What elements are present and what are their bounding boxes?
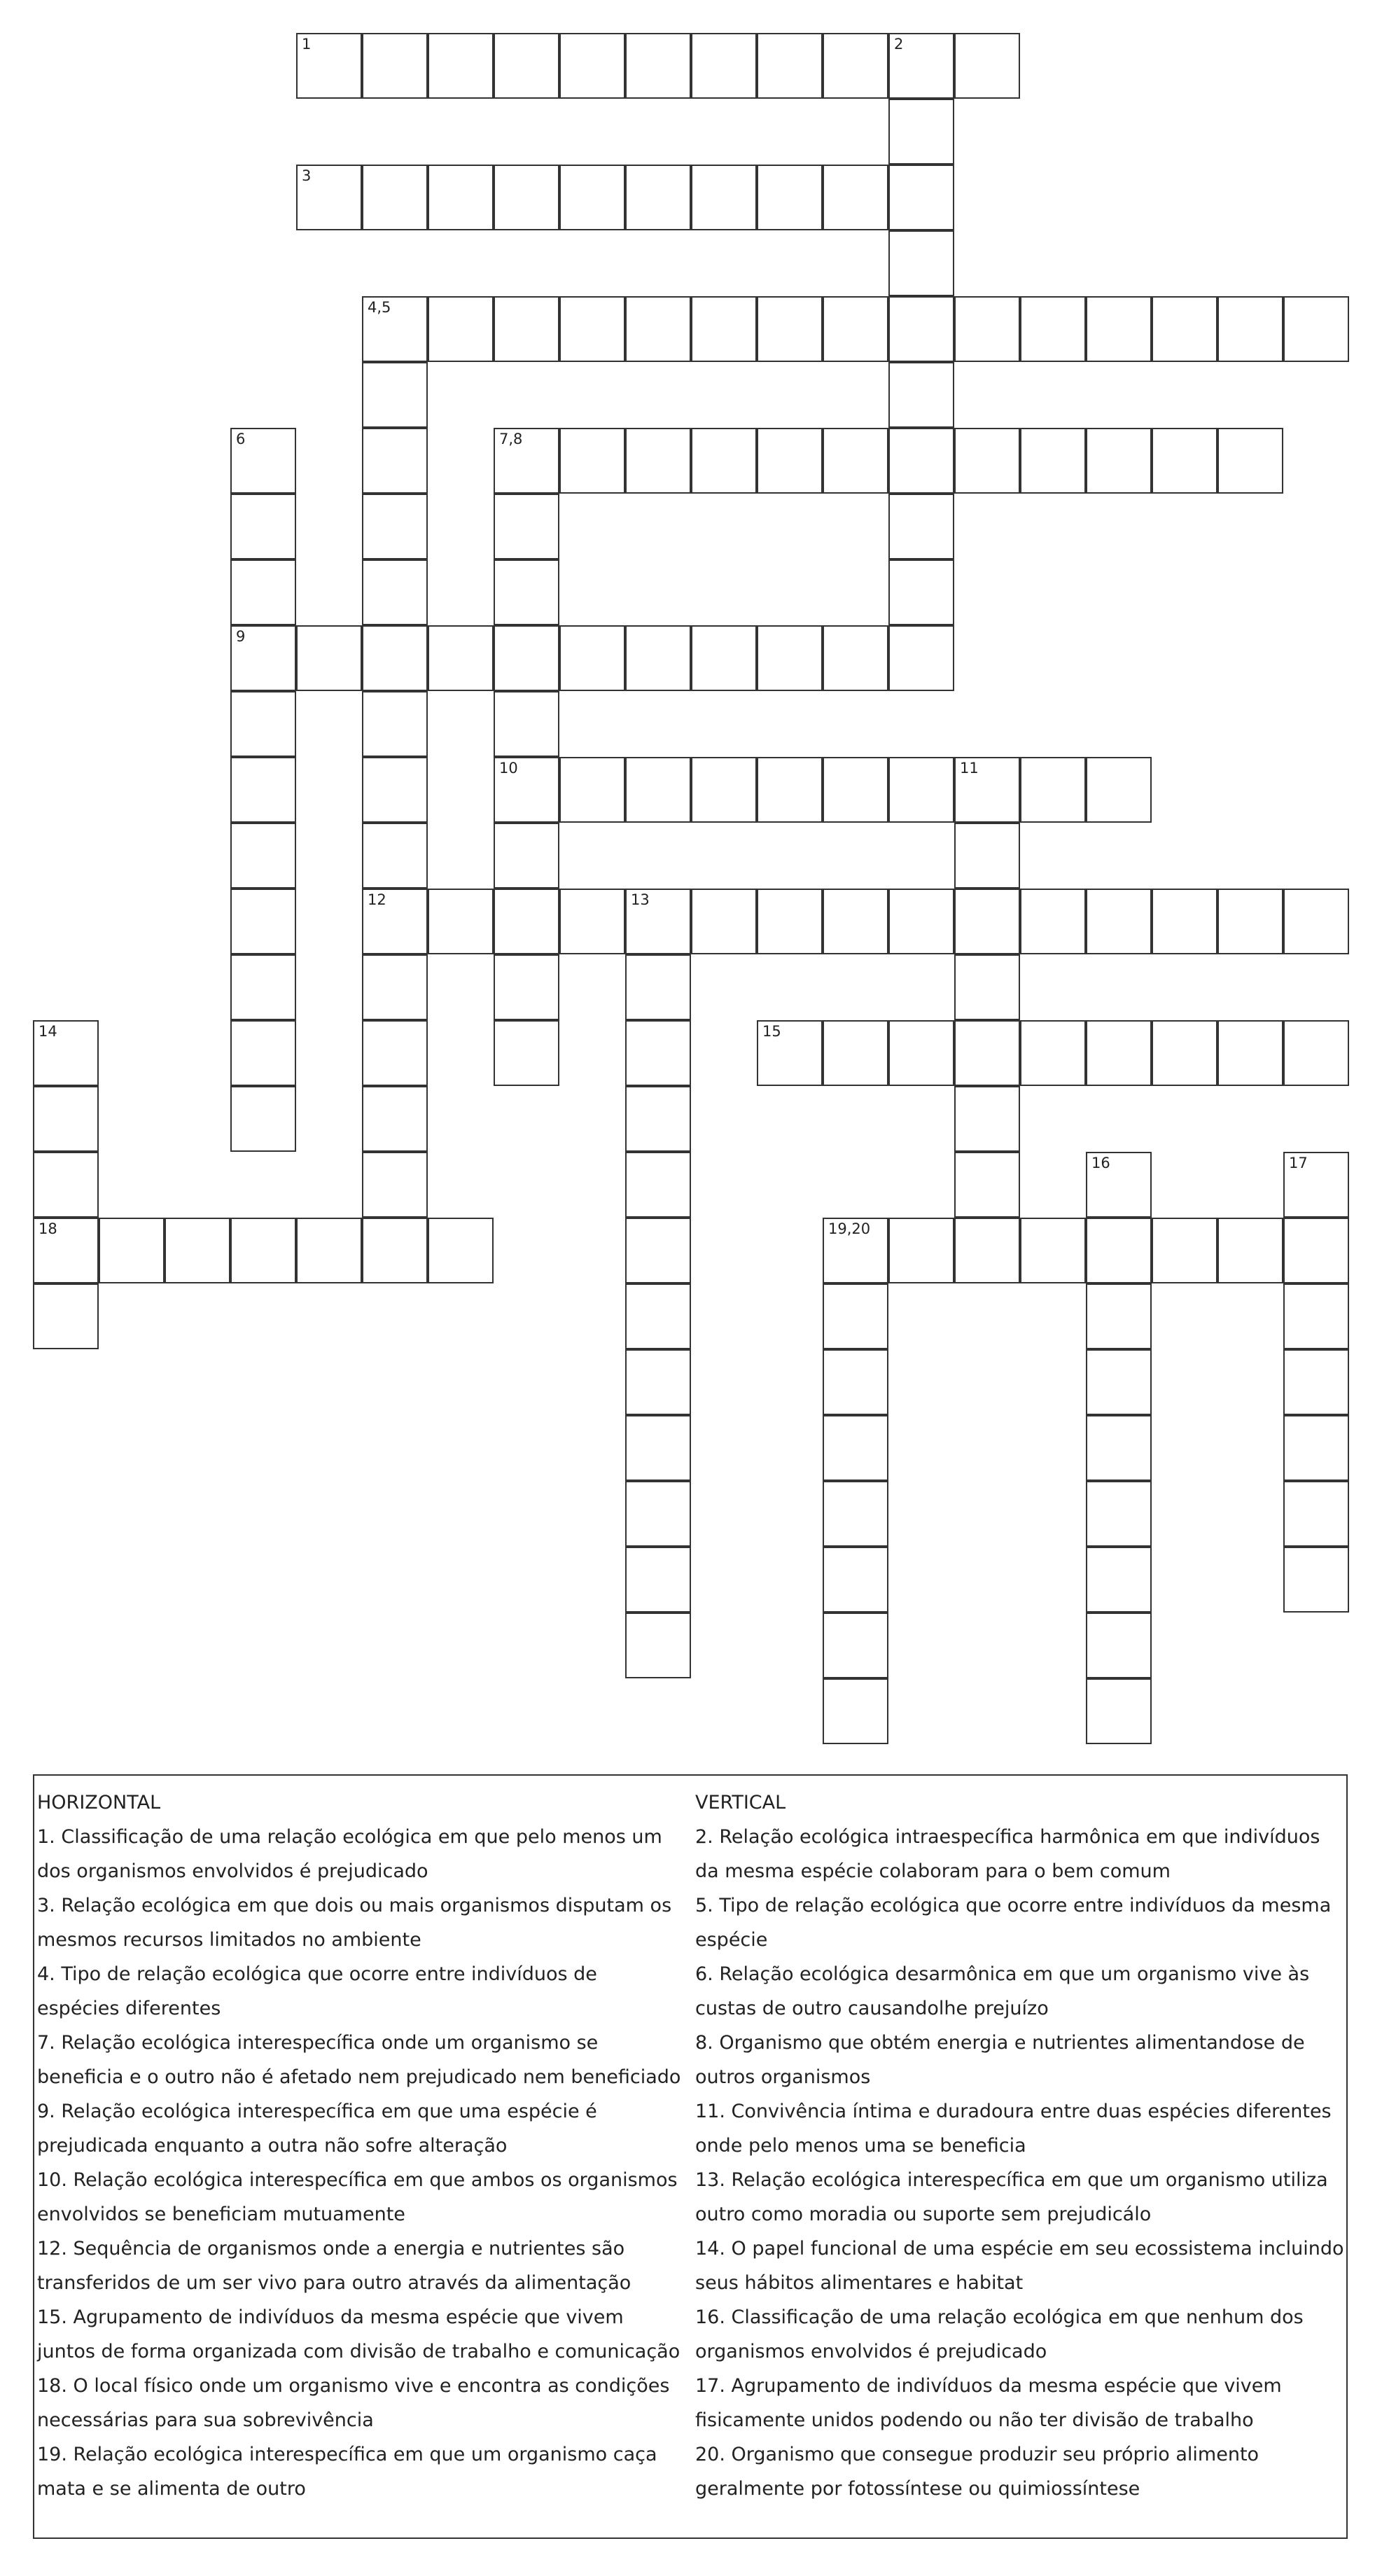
grid-cell[interactable] [691,757,757,823]
grid-cell[interactable] [888,99,954,165]
grid-cell[interactable] [559,33,625,99]
clue-v-11: 11. Convivência íntima e duradoura entre duas espécies diferentes onde pelo menos uma se beneficia [695,2101,1332,2157]
clue-number: 18 [39,1220,57,1237]
grid-cell[interactable] [230,889,296,954]
grid-cell[interactable] [823,1349,888,1415]
clue-h-3: 3. Relação ecológica em que dois ou mais organismos disputam os mesmos recursos limitados no ambiente [37,1895,672,1951]
clue-h-7: 7. Relação ecológica interespecífica onde um organismo se beneficia e o outro não é afetado nem prejudicado nem beneficiado [37,2032,681,2088]
grid-cell[interactable] [362,428,428,494]
grid-cell[interactable] [1086,889,1152,954]
clue-h-15: 15. Agrupamento de indivíduos da mesma espécie que vivem juntos de forma organizada com divisão de trabalho e comunicação [37,2306,680,2362]
grid-cell[interactable] [1152,1218,1217,1283]
grid-cell[interactable] [1283,1283,1349,1349]
clue-v-6: 6. Relação ecológica desarmônica em que um organismo vive às custas de outro causandolhe prejuízo [695,1963,1310,2019]
clue-v-5: 5. Tipo de relação ecológica que ocorre entre indivíduos da mesma espécie [695,1895,1332,1951]
grid-cell[interactable] [559,296,625,362]
grid-cell[interactable] [230,1218,296,1283]
grid-cell[interactable] [625,165,691,230]
grid-cell[interactable] [954,889,1020,954]
grid-cell[interactable] [1283,1415,1349,1481]
grid-cell[interactable] [888,889,954,954]
clue-number: 19,20 [828,1220,871,1237]
grid-cell[interactable] [1086,1283,1152,1349]
grid-cell[interactable] [757,889,823,954]
clue-v-16: 16. Classificação de uma relação ecológica em que nenhum dos organismos envolvidos é prejudicado [695,2306,1304,2362]
grid-cell[interactable] [296,165,362,230]
grid-cell[interactable] [691,165,757,230]
grid-cell[interactable] [888,494,954,559]
grid-cell[interactable] [954,1086,1020,1152]
clue-h-19: 19. Relação ecológica interespecífica em que um organismo caça mata e se alimenta de outro [37,2444,657,2500]
grid-cell[interactable] [954,954,1020,1020]
grid-cell[interactable] [362,1152,428,1218]
grid-cell[interactable] [888,33,954,99]
grid-cell[interactable] [1283,1349,1349,1415]
grid-cell[interactable] [230,1020,296,1086]
grid-cell[interactable] [165,1218,230,1283]
grid-cell[interactable] [954,296,1020,362]
clue-number: 12 [368,891,386,908]
grid-cell[interactable] [230,559,296,625]
grid-cell[interactable] [625,1613,691,1678]
grid-cell[interactable] [1152,889,1217,954]
grid-cell[interactable] [888,362,954,428]
clue-number: 16 [1091,1155,1110,1171]
grid-cell[interactable] [823,1481,888,1547]
clue-number: 7,8 [499,431,523,447]
grid-cell[interactable] [428,889,494,954]
clue-number: 14 [39,1023,57,1040]
grid-cell[interactable] [1217,889,1283,954]
grid-cell[interactable] [1086,1613,1152,1678]
grid-cell[interactable] [362,165,428,230]
grid-cell[interactable] [823,1283,888,1349]
grid-cell[interactable] [1217,1020,1283,1086]
grid-cell[interactable] [1086,428,1152,494]
grid-cell[interactable] [1283,1152,1349,1218]
grid-cell[interactable] [625,757,691,823]
grid-cell[interactable] [99,1218,165,1283]
grid-cell[interactable] [1152,1020,1217,1086]
grid-cell[interactable] [494,757,559,823]
vertical-clues [695,1785,1345,2506]
grid-cell[interactable] [362,625,428,691]
grid-cell[interactable] [428,165,494,230]
clue-v-13: 13. Relação ecológica interespecífica em que um organismo utiliza outro como moradia ou suporte sem prejudicálo [695,2169,1328,2225]
grid-cell[interactable] [362,362,428,428]
grid-cell[interactable] [559,165,625,230]
grid-cell[interactable] [888,625,954,691]
clue-number: 6 [236,431,246,447]
grid-cell[interactable] [428,1218,494,1283]
grid-cell[interactable] [823,33,888,99]
clue-number: 4,5 [368,299,391,316]
clue-number: 2 [894,36,904,53]
grid-cell[interactable] [1283,1481,1349,1547]
clue-v-20: 20. Organismo que consegue produzir seu próprio alimento geralmente por fotossíntese ou quimiossíntese [695,2444,1259,2500]
grid-cell[interactable] [1086,1152,1152,1218]
grid-cell[interactable] [888,559,954,625]
grid-cell[interactable] [757,33,823,99]
clue-number: 17 [1289,1155,1308,1171]
grid-cell[interactable] [625,1020,691,1086]
grid-cell[interactable] [888,296,954,362]
grid-cell[interactable] [33,1152,99,1218]
grid-cell[interactable] [888,230,954,296]
grid-cell[interactable] [1086,1415,1152,1481]
grid-cell[interactable] [559,757,625,823]
grid-cell[interactable] [494,1020,559,1086]
grid-cell[interactable] [625,1218,691,1283]
grid-cell[interactable] [1086,757,1152,823]
clue-number: 11 [960,760,979,777]
grid-cell[interactable] [494,33,559,99]
grid-cell[interactable] [494,691,559,757]
grid-cell[interactable] [625,1349,691,1415]
grid-cell[interactable] [1217,296,1283,362]
grid-cell[interactable] [757,296,823,362]
grid-cell[interactable] [559,625,625,691]
grid-cell[interactable] [1283,1020,1349,1086]
grid-cell[interactable] [1020,428,1086,494]
grid-cell[interactable] [230,494,296,559]
vertical-heading: VERTICAL [695,1792,786,1813]
grid-cell[interactable] [1283,889,1349,954]
grid-cell[interactable] [625,428,691,494]
horizontal-heading: HORIZONTAL [37,1792,161,1813]
grid-cell[interactable] [954,823,1020,889]
grid-cell[interactable] [888,165,954,230]
grid-cell[interactable] [625,33,691,99]
grid-cell[interactable] [428,296,494,362]
clue-number: 3 [302,167,312,184]
grid-cell[interactable] [230,823,296,889]
grid-cell[interactable] [625,625,691,691]
grid-cell[interactable] [625,1283,691,1349]
grid-cell[interactable] [494,428,559,494]
grid-cell[interactable] [559,428,625,494]
grid-cell[interactable] [362,954,428,1020]
grid-cell[interactable] [757,1020,823,1086]
clue-h-12: 12. Sequência de organismos onde a energia e nutrientes são transferidos de um ser vivo para outro através da alimentação [37,2238,631,2294]
grid-cell[interactable] [691,33,757,99]
grid-cell[interactable] [494,494,559,559]
grid-cell[interactable] [494,954,559,1020]
grid-cell[interactable] [823,1218,888,1283]
clue-number: 10 [499,760,518,777]
grid-cell[interactable] [1283,296,1349,362]
grid-cell[interactable] [823,625,888,691]
grid-cell[interactable] [362,494,428,559]
grid-cell[interactable] [625,1086,691,1152]
clue-number: 1 [302,36,312,53]
clue-number: 13 [631,891,650,908]
grid-cell[interactable] [1217,1218,1283,1283]
grid-cell[interactable] [362,757,428,823]
grid-cell[interactable] [954,33,1020,99]
clue-number: 9 [236,628,246,645]
clue-h-4: 4. Tipo de relação ecológica que ocorre entre indivíduos de espécies diferentes [37,1963,597,2019]
grid-cell[interactable] [494,296,559,362]
grid-cell[interactable] [954,1020,1020,1086]
grid-cell[interactable] [954,757,1020,823]
grid-cell[interactable] [494,625,559,691]
clue-h-9: 9. Relação ecológica interespecífica em que uma espécie é prejudicada enquanto a outra não sofre alteração [37,2101,597,2157]
grid-cell[interactable] [362,1218,428,1283]
clue-number: 15 [762,1023,781,1040]
grid-cell[interactable] [823,1415,888,1481]
grid-cell[interactable] [625,1547,691,1613]
grid-cell[interactable] [1086,1349,1152,1415]
grid-cell[interactable] [33,1020,99,1086]
grid-cell[interactable] [428,625,494,691]
grid-cell[interactable] [296,1218,362,1283]
clues-box [33,1774,1348,2539]
grid-cell[interactable] [230,625,296,691]
grid-cell[interactable] [1086,1678,1152,1744]
grid-cell[interactable] [888,757,954,823]
grid-cell[interactable] [1020,1020,1086,1086]
grid-cell[interactable] [1152,428,1217,494]
grid-cell[interactable] [823,1547,888,1613]
grid-cell[interactable] [1086,1481,1152,1547]
grid-cell[interactable] [362,1020,428,1086]
grid-cell[interactable] [362,691,428,757]
clue-v-2: 2. Relação ecológica intraespecífica harmônica em que indivíduos da mesma espécie colaboram para o bem comum [695,1826,1320,1882]
grid-cell[interactable] [823,1613,888,1678]
grid-cell[interactable] [230,954,296,1020]
grid-cell[interactable] [1020,1218,1086,1283]
grid-cell[interactable] [691,296,757,362]
grid-cell[interactable] [823,428,888,494]
grid-cell[interactable] [1086,296,1152,362]
grid-cell[interactable] [691,889,757,954]
grid-cell[interactable] [559,889,625,954]
grid-cell[interactable] [757,428,823,494]
grid-cell[interactable] [1283,1218,1349,1283]
grid-cell[interactable] [1086,1547,1152,1613]
clue-h-10: 10. Relação ecológica interespecífica em que ambos os organismos envolvidos se beneficiam mutuamente [37,2169,678,2225]
grid-cell[interactable] [691,428,757,494]
grid-cell[interactable] [494,559,559,625]
clue-v-14: 14. O papel funcional de uma espécie em seu ecossistema incluindo seus hábitos alimentares e habitat [695,2238,1344,2294]
grid-cell[interactable] [1283,1547,1349,1613]
grid-cell[interactable] [823,296,888,362]
grid-cell[interactable] [757,757,823,823]
grid-cell[interactable] [757,625,823,691]
grid-cell[interactable] [823,1678,888,1744]
grid-cell[interactable] [33,1218,99,1283]
grid-cell[interactable] [823,889,888,954]
grid-cell[interactable] [1086,1218,1152,1283]
grid-cell[interactable] [362,823,428,889]
grid-cell[interactable] [757,165,823,230]
grid-cell[interactable] [954,1152,1020,1218]
grid-cell[interactable] [954,428,1020,494]
grid-cell[interactable] [888,428,954,494]
grid-cell[interactable] [1020,889,1086,954]
grid-cell[interactable] [33,1283,99,1349]
grid-cell[interactable] [1020,296,1086,362]
grid-cell[interactable] [362,559,428,625]
grid-cell[interactable] [888,1020,954,1086]
grid-cell[interactable] [954,1218,1020,1283]
grid-cell[interactable] [362,889,428,954]
grid-cell[interactable] [888,1218,954,1283]
grid-cell[interactable] [625,954,691,1020]
grid-cell[interactable] [362,33,428,99]
grid-cell[interactable] [1086,1020,1152,1086]
grid-cell[interactable] [823,757,888,823]
grid-cell[interactable] [1152,296,1217,362]
grid-cell[interactable] [362,1086,428,1152]
grid-cell[interactable] [230,757,296,823]
grid-cell[interactable] [362,296,428,362]
grid-cell[interactable] [625,1481,691,1547]
grid-cell[interactable] [1217,428,1283,494]
grid-cell[interactable] [296,625,362,691]
grid-cell[interactable] [691,625,757,691]
grid-cell[interactable] [625,889,691,954]
grid-cell[interactable] [494,823,559,889]
grid-cell[interactable] [428,33,494,99]
grid-cell[interactable] [823,165,888,230]
grid-cell[interactable] [230,1086,296,1152]
grid-cell[interactable] [494,889,559,954]
clue-v-17: 17. Agrupamento de indivíduos da mesma espécie que vivem fisicamente unidos podendo ou não ter divisão de trabalho [695,2375,1282,2431]
grid-cell[interactable] [625,296,691,362]
grid-cell[interactable] [625,1152,691,1218]
horizontal-clues [37,1785,681,2506]
clue-v-8: 8. Organismo que obtém energia e nutrientes alimentandose de outros organismos [695,2032,1305,2088]
clue-h-18: 18. O local físico onde um organismo vive e encontra as condições necessárias para sua sobrevivência [37,2375,670,2431]
grid-cell[interactable] [33,1086,99,1152]
grid-cell[interactable] [230,691,296,757]
grid-cell[interactable] [823,1020,888,1086]
grid-cell[interactable] [230,428,296,494]
grid-cell[interactable] [296,33,362,99]
grid-cell[interactable] [625,1415,691,1481]
grid-cell[interactable] [1020,757,1086,823]
clue-h-1: 1. Classificação de uma relação ecológica em que pelo menos um dos organismos envolvidos é prejudicado [37,1826,662,1882]
grid-cell[interactable] [494,165,559,230]
